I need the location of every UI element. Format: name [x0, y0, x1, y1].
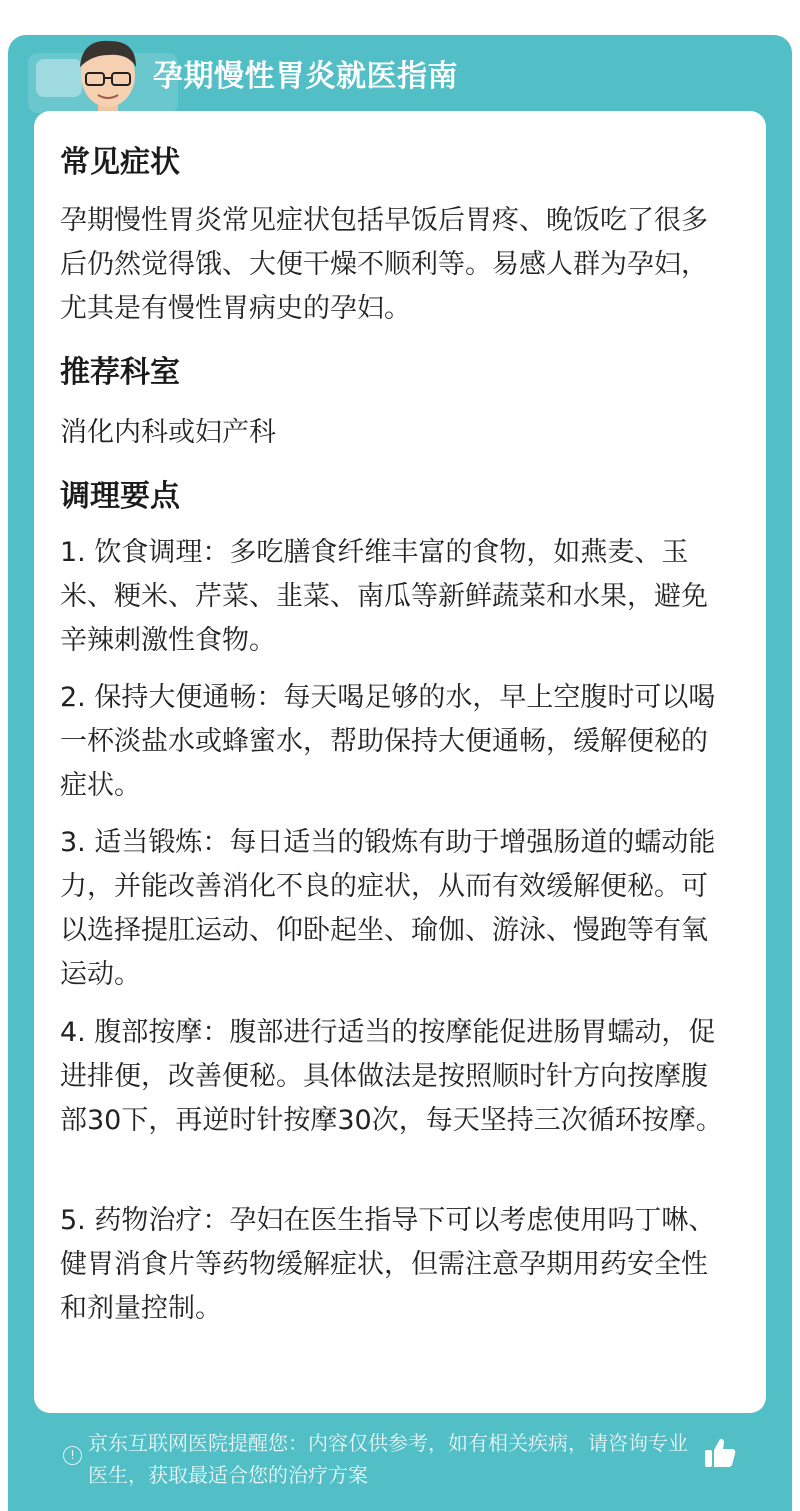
care-tip-1: 1. 饮食调理：多吃膳食纤维丰富的食物，如燕麦、玉米、粳米、芹菜、韭菜、南瓜等新鲜蔬菜和水果，避免辛辣刺激性食物。 [60, 537, 708, 656]
page-title: 孕期慢性胃炎就医指南 [153, 59, 458, 94]
footer [8, 1413, 792, 1511]
care-tip-2: 2. 保持大便通畅：每天喝足够的水，早上空腹时可以喝一杯淡盐水或蜂蜜水，帮助保持大便通畅，缓解便秘的症状。 [60, 682, 716, 801]
guide-frame [8, 35, 792, 1511]
section-title-symptoms: 常见症状 [60, 145, 180, 180]
section-title-care: 调理要点 [60, 479, 180, 514]
content-card [34, 111, 766, 1413]
care-tip-5: 5. 药物治疗：孕妇在医生指导下可以考虑使用吗丁啉、健胃消食片等药物缓解症状，但需注意孕期用药安全性和剂量控制。 [60, 1205, 716, 1324]
disclaimer-text: 京东互联网医院提醒您：内容仅供参考，如有相关疾病，请咨询专业医生，获取最适合您的治疗方案 [88, 1431, 688, 1487]
care-tip-3: 3. 适当锻炼：每日适当的锻炼有助于增强肠道的蠕动能力，并能改善消化不良的症状，从而有效缓解便秘。可以选择提肛运动、仰卧起坐、瑜伽、游泳、慢跑等有氧运动。 [60, 827, 716, 990]
care-tip-4: 4. 腹部按摩：腹部进行适当的按摩能促进肠胃蠕动，促进排便，改善便秘。具体做法是按照顺时针方向按摩腹部30下，再逆时针按摩30次，每天坚持三次循环按摩。 [60, 1017, 723, 1136]
info-icon: ! [63, 1446, 82, 1465]
department-text: 消化内科或妇产科 [60, 417, 276, 448]
symptoms-text: 孕期慢性胃炎常见症状包括早饭后胃疼、晚饭吃了很多后仍然觉得饿、大便干燥不顺利等。易感人群为孕妇，尤其是有慢性胃病史的孕妇。 [60, 205, 708, 324]
section-title-department: 推荐科室 [60, 355, 180, 390]
thumbs-up-icon[interactable] [702, 1435, 738, 1471]
